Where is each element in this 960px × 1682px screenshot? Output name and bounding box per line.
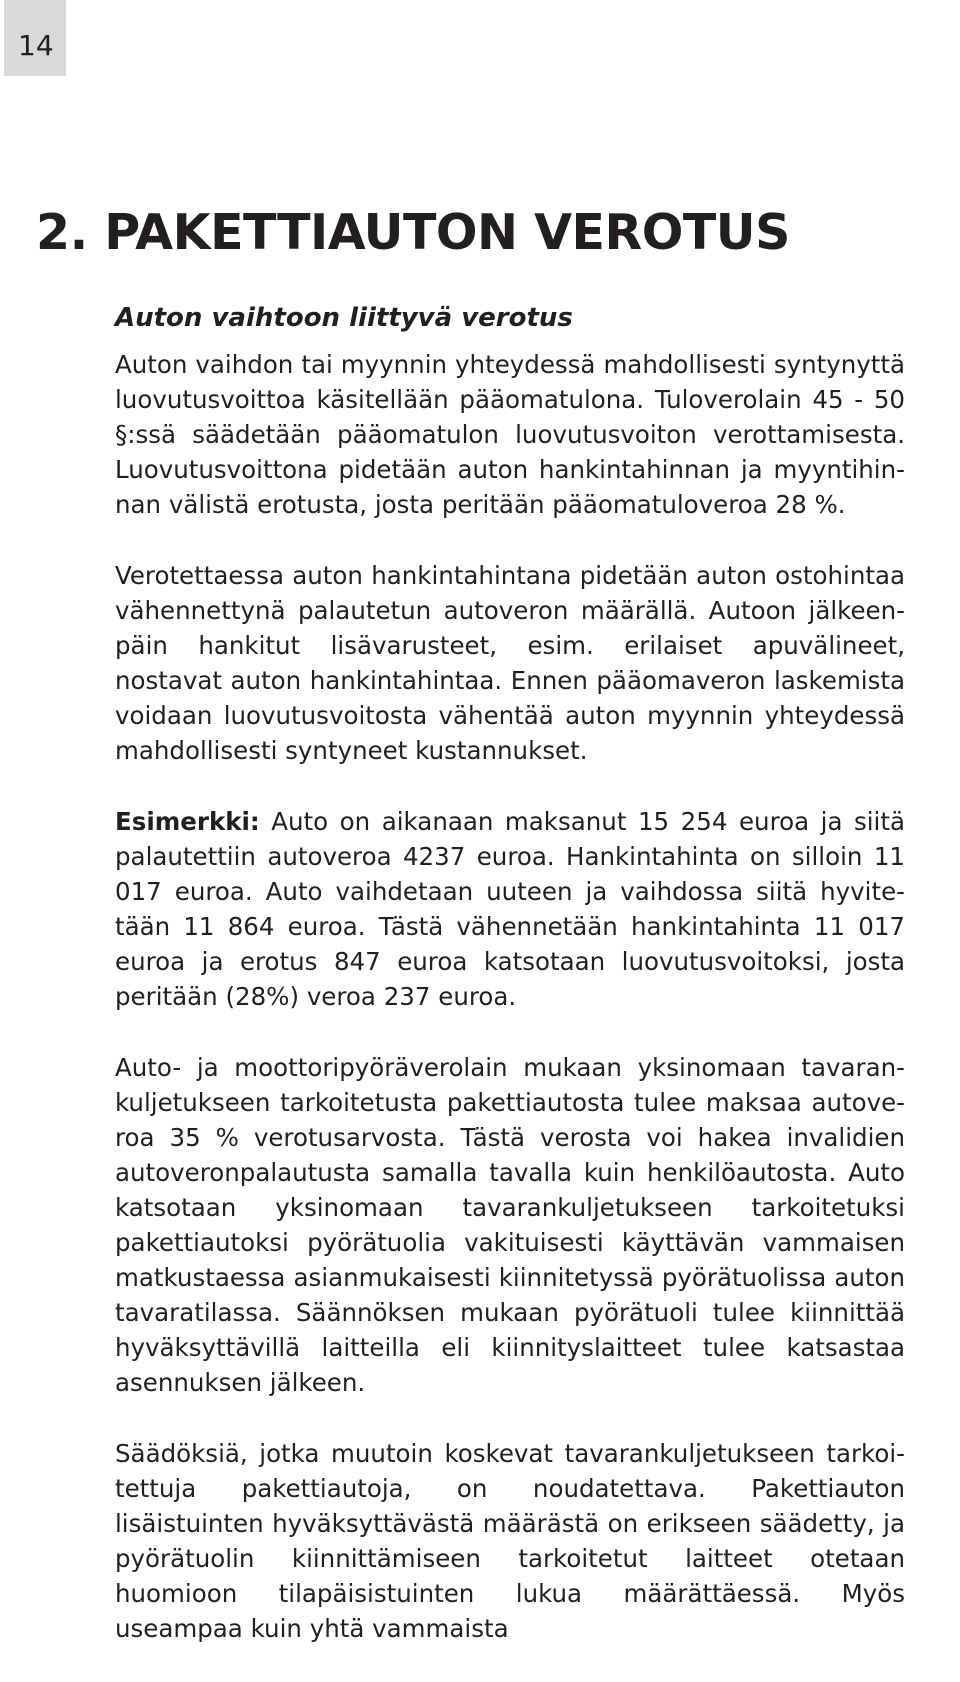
page-content (115, 301, 905, 1682)
page-number: 14 (18, 29, 54, 62)
example-text: Auto on aikanaan maksanut 15 254 euroa ja siitä palautettiin autoveroa 4237 euroa. Hankintahinta on silloin 11 017 euroa. Auto vaihdetaan uuteen ja vaihdossa siitä hyvitetään 11 864 euroa. Tästä vähennetään hankintahinta 11 017 euroa ja erotus 847 euroa katsotaan luovutusvoitoksi, josta peritään (28%) veroa 237 euroa. (115, 807, 905, 1011)
example-lead: Esimerkki: (115, 807, 260, 836)
paragraph-regulations: Säädöksiä, jotka muutoin koskevat tavarankuljetukseen tarkoitettuja pakettiautoja, on noudatettava. Pakettiauton lisäistuinten hyväksyttävästä määrästä on erikseen säädetty, ja pyörätuolin kiinnittämiseen tarkoitetut laitteet otetaan huomioon tilapäisistuinten lukua määrättäessä. Myös useampaa kuin yhtä vammaista (115, 1439, 905, 1643)
section-heading: Auton vaihtoon liittyvä verotus (115, 303, 573, 333)
paragraph-acquisition-price: Verotettaessa auton hankintahintana pidetään auton ostohintaa vähennettynä palautetun autoveron määrällä. Autoon jälkeenpäin hankitut lisävarusteet, esim. erilaiset apuvälineet, nostavat auton hankintahintaa. Ennen pääomaveron laskemista voidaan luovutusvoitosta vähentää auton myynnin yhteydessä mahdollisesti syntyneet kustannukset. (115, 561, 905, 765)
paragraph-van-tax: Auto- ja moottoripyöräverolain mukaan yksinomaan tavarankuljetukseen tarkoitetusta pakettiautosta tulee maksaa autoveroa 35 % verotusarvosta. Tästä verosta voi hakea invalidien autoveronpalautusta samalla tavalla kuin henkilöautosta. Auto katsotaan yksinomaan tavarankuljetukseen tarkoitetuksi pakettiautoksi pyörätuolia vakituisesti käyttävän vammaisen matkustaessa asianmukaisesti kiinnitetyssä pyörätuolissa auton tavaratilassa. Säännöksen mukaan pyörätuoli tulee kiinnittää hyväksyttävillä laitteilla eli kiinnityslaitteet tulee katsastaa asennuksen jälkeen. (115, 1053, 905, 1397)
paragraph-example (115, 804, 905, 1014)
page-number-box (4, 0, 66, 76)
paragraph-capital-gains: Auton vaihdon tai myynnin yhteydessä mahdollisesti syntynyttä luovutusvoittoa käsitellään pääomatulona. Tuloverolain 45 - 50 §:ssä säädetään pääomatulon luovutusvoiton verottamisesta. Luovutusvoittona pidetään auton hankintahinnan ja myyntihinnan välistä erotusta, josta peritään pääomatuloveroa 28 %. (115, 350, 905, 519)
chapter-title: 2. PAKETTIAUTON VEROTUS (36, 204, 790, 261)
